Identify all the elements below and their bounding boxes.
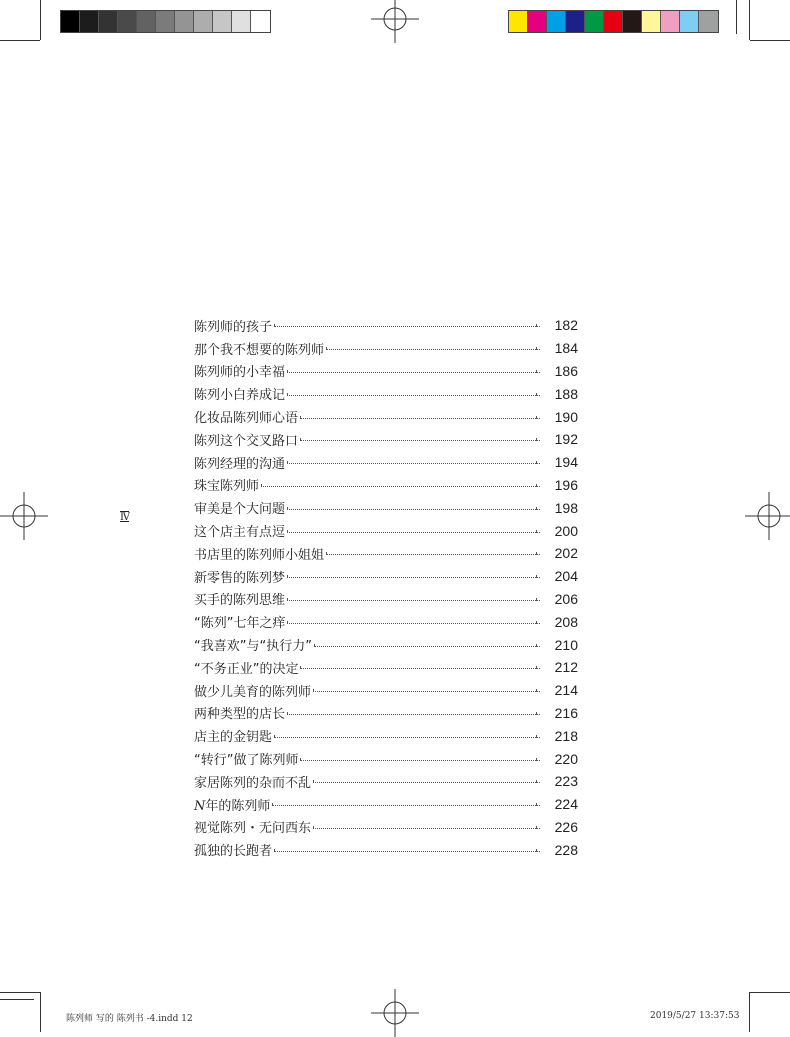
toc-entry-title: 这个店主有点逗 bbox=[194, 525, 286, 541]
toc-page-number: 204 bbox=[554, 568, 578, 585]
toc-entry bbox=[194, 314, 578, 337]
toc-entry bbox=[194, 428, 578, 451]
toc-dot-leader bbox=[287, 372, 540, 373]
toc-dot-leader bbox=[287, 532, 540, 533]
toc-entry-title: 珠宝陈列师 bbox=[194, 479, 260, 495]
toc-page-number: 224 bbox=[554, 796, 578, 813]
color-swatch bbox=[509, 11, 528, 32]
page-folio: Ⅳ bbox=[120, 512, 129, 523]
toc-page-number: 212 bbox=[554, 659, 578, 676]
toc-dot-leader bbox=[300, 418, 540, 419]
toc-entry-title: “转行”做了陈列师 bbox=[194, 753, 299, 769]
toc-entry bbox=[194, 451, 578, 474]
toc-entry bbox=[194, 610, 578, 633]
toc-entry bbox=[194, 565, 578, 588]
gray-swatch bbox=[61, 11, 80, 32]
color-swatch bbox=[528, 11, 547, 32]
toc-page-number: 196 bbox=[554, 476, 578, 493]
gray-swatch bbox=[213, 11, 232, 32]
color-swatch bbox=[604, 11, 623, 32]
toc-entry bbox=[194, 542, 578, 565]
toc-entry bbox=[194, 405, 578, 428]
toc-page-number: 223 bbox=[554, 773, 578, 790]
toc-page-number: 200 bbox=[554, 522, 578, 539]
toc-entry-title: 陈列经理的沟通 bbox=[194, 456, 286, 472]
toc-entry-title: 家居陈列的杂而不乱 bbox=[194, 775, 312, 791]
toc-entry-title: “陈列”七年之痒 bbox=[194, 616, 286, 632]
toc-dot-leader bbox=[274, 737, 540, 738]
toc-entry bbox=[194, 588, 578, 611]
toc-page-number: 202 bbox=[554, 545, 578, 562]
toc-entry bbox=[194, 770, 578, 793]
toc-page-number: 186 bbox=[554, 362, 578, 379]
toc-page-number: 184 bbox=[554, 340, 578, 357]
toc-page-number: 220 bbox=[554, 750, 578, 767]
toc-dot-leader bbox=[287, 463, 540, 464]
color-swatch bbox=[699, 11, 718, 32]
toc-dot-leader bbox=[287, 623, 540, 624]
toc-entry bbox=[194, 793, 578, 816]
toc-entry bbox=[194, 702, 578, 725]
toc-entry-title: 孤独的长跑者 bbox=[194, 844, 273, 860]
registration-mark-top bbox=[371, 0, 419, 43]
toc-entry-title: N年的陈列师 bbox=[194, 798, 271, 814]
toc-entry-title: 两种类型的店长 bbox=[194, 707, 286, 723]
gray-swatch bbox=[99, 11, 118, 32]
toc-dot-leader bbox=[261, 486, 540, 487]
gray-swatch bbox=[80, 11, 99, 32]
gray-swatch bbox=[232, 11, 251, 32]
toc-page-number: 208 bbox=[554, 613, 578, 630]
toc-entry bbox=[194, 747, 578, 770]
toc-page-number: 216 bbox=[554, 704, 578, 721]
gray-swatch bbox=[194, 11, 213, 32]
grayscale-calibration-bar bbox=[60, 10, 271, 33]
toc-dot-leader bbox=[300, 440, 540, 441]
gray-swatch bbox=[251, 11, 270, 32]
toc-dot-leader bbox=[274, 851, 540, 852]
gray-swatch bbox=[175, 11, 194, 32]
toc-dot-leader bbox=[274, 326, 540, 327]
toc-page-number: 188 bbox=[554, 385, 578, 402]
color-swatch bbox=[585, 11, 604, 32]
toc-dot-leader bbox=[313, 691, 540, 692]
color-swatch bbox=[661, 11, 680, 32]
toc-entry-title: 那个我不想要的陈列师 bbox=[194, 342, 325, 358]
toc-entry bbox=[194, 656, 578, 679]
color-calibration-bar bbox=[508, 10, 719, 33]
color-swatch bbox=[623, 11, 642, 32]
toc-page-number: 206 bbox=[554, 590, 578, 607]
toc-entry bbox=[194, 496, 578, 519]
toc-page-number: 198 bbox=[554, 499, 578, 516]
toc-entry-title: 陈列这个交叉路口 bbox=[194, 433, 299, 449]
toc-entry-title: 陈列师的小幸福 bbox=[194, 365, 286, 381]
toc-entry-title: 新零售的陈列梦 bbox=[194, 570, 286, 586]
toc-entry-title: 书店里的陈列师小姐姐 bbox=[194, 547, 325, 563]
toc-page-number: 182 bbox=[554, 317, 578, 334]
toc-page-number: 226 bbox=[554, 818, 578, 835]
toc-page-number: 214 bbox=[554, 682, 578, 699]
table-of-contents bbox=[194, 314, 578, 861]
gray-swatch bbox=[137, 11, 156, 32]
toc-entry-title: 做少儿美育的陈列师 bbox=[194, 684, 312, 700]
toc-entry bbox=[194, 360, 578, 383]
toc-entry bbox=[194, 474, 578, 497]
toc-dot-leader bbox=[287, 509, 540, 510]
slug-timestamp: 2019/5/27 13:37:53 bbox=[650, 1011, 740, 1021]
color-swatch bbox=[566, 11, 585, 32]
toc-entry-title: 审美是个大问题 bbox=[194, 502, 286, 518]
toc-entry-title: 视觉陈列・无问西东 bbox=[194, 821, 312, 837]
toc-dot-leader bbox=[300, 668, 540, 669]
toc-dot-leader bbox=[314, 646, 540, 647]
toc-entry-title: 陈列小白养成记 bbox=[194, 388, 286, 404]
toc-entry bbox=[194, 724, 578, 747]
toc-dot-leader bbox=[300, 760, 540, 761]
color-swatch bbox=[547, 11, 566, 32]
toc-page-number: 210 bbox=[554, 636, 578, 653]
gray-swatch bbox=[118, 11, 137, 32]
toc-dot-leader bbox=[287, 714, 540, 715]
registration-mark-left bbox=[0, 492, 48, 540]
toc-entry bbox=[194, 679, 578, 702]
toc-entry-title: 化妆品陈列师心语 bbox=[194, 411, 299, 427]
toc-dot-leader bbox=[272, 805, 540, 806]
toc-entry bbox=[194, 382, 578, 405]
toc-dot-leader bbox=[313, 782, 540, 783]
registration-mark-bottom bbox=[371, 989, 419, 1037]
toc-entry-title: 店主的金钥匙 bbox=[194, 730, 273, 746]
toc-entry-title: “不务正业”的决定 bbox=[194, 661, 299, 677]
gray-swatch bbox=[156, 11, 175, 32]
toc-entry-title: “我喜欢”与“执行力” bbox=[194, 639, 312, 655]
color-swatch bbox=[642, 11, 661, 32]
toc-page-number: 228 bbox=[554, 841, 578, 858]
toc-dot-leader bbox=[287, 395, 540, 396]
toc-entry bbox=[194, 337, 578, 360]
toc-entry bbox=[194, 816, 578, 839]
color-swatch bbox=[680, 11, 699, 32]
toc-entry bbox=[194, 633, 578, 656]
toc-entry-title: 陈列师的孩子 bbox=[194, 319, 273, 335]
toc-entry-title: 买手的陈列思维 bbox=[194, 593, 286, 609]
toc-dot-leader bbox=[313, 828, 540, 829]
toc-page-number: 192 bbox=[554, 431, 578, 448]
toc-dot-leader bbox=[326, 554, 540, 555]
toc-page-number: 194 bbox=[554, 454, 578, 471]
registration-mark-right bbox=[745, 492, 790, 540]
toc-dot-leader bbox=[287, 600, 540, 601]
toc-dot-leader bbox=[326, 349, 540, 350]
toc-entry bbox=[194, 519, 578, 542]
toc-dot-leader bbox=[287, 577, 540, 578]
slug-filename: 陈列师 写的 陈列书 -4.indd 12 bbox=[66, 1014, 193, 1024]
toc-page-number: 218 bbox=[554, 727, 578, 744]
toc-entry bbox=[194, 838, 578, 861]
toc-page-number: 190 bbox=[554, 408, 578, 425]
